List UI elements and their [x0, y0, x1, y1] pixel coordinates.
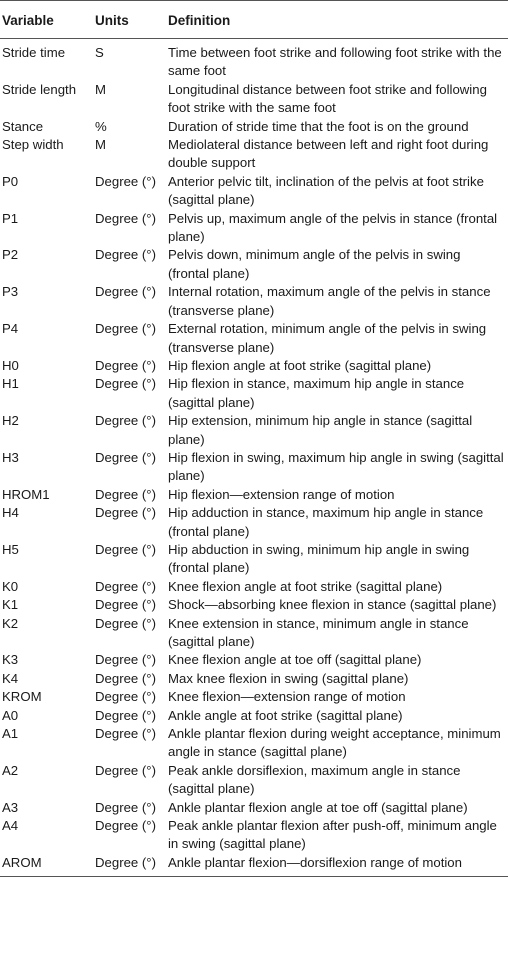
cell-variable: A3 — [2, 799, 19, 815]
cell-definition: Anterior pelvic tilt, inclination of the pelvis at foot strike (sagittal plane) — [168, 173, 484, 208]
cell-definition: Hip flexion in stance, maximum hip angle in stance (sagittal plane) — [168, 376, 465, 410]
cell-variable: K4 — [2, 670, 19, 686]
table-header — [0, 1, 508, 39]
table-row — [0, 651, 508, 669]
cell-definition: Internal rotation, maximum angle of the pelvis in stance (transverse plane) — [168, 284, 491, 318]
cell-definition: Peak ankle plantar flexion after push-off, minimum angle in swing (sagittal plane) — [168, 818, 497, 852]
cell-variable: A0 — [2, 707, 19, 723]
table-row — [0, 486, 508, 504]
cell-variable: K3 — [2, 652, 19, 668]
header-definition: Definition — [166, 1, 508, 39]
table-row — [0, 246, 508, 283]
cell-variable: HROM1 — [2, 486, 50, 502]
table-row — [0, 320, 508, 357]
cell-variable: H4 — [2, 505, 19, 521]
cell-variable: A4 — [2, 818, 19, 834]
cell-definition: Shock—absorbing knee flexion in stance (sagittal plane) — [168, 597, 497, 613]
table-row — [0, 670, 508, 688]
table-row — [0, 799, 508, 817]
cell-variable: H2 — [2, 413, 19, 429]
cell-definition: Ankle angle at foot strike (sagittal plane) — [168, 707, 403, 723]
cell-units: S — [95, 45, 104, 60]
cell-definition: Longitudinal distance between foot strike and following foot strike with the same foot — [168, 81, 487, 116]
cell-definition: Knee flexion—extension range of motion — [168, 689, 406, 705]
cell-units: Degree (°) — [95, 210, 156, 226]
cell-units: Degree (°) — [95, 762, 156, 778]
cell-variable: H3 — [2, 449, 19, 465]
cell-units: Degree (°) — [95, 247, 156, 263]
table-row — [0, 81, 508, 118]
cell-definition: Knee flexion angle at toe off (sagittal plane) — [168, 652, 422, 668]
cell-definition: Ankle plantar flexion—dorsiflexion range of motion — [166, 854, 508, 877]
table-row — [0, 357, 508, 375]
cell-units: Degree (°) — [95, 615, 156, 631]
cell-definition: Hip adduction in stance, maximum hip angle in stance (frontal plane) — [168, 505, 484, 539]
cell-units: Degree (°) — [95, 799, 156, 815]
table-row — [0, 412, 508, 449]
cell-variable: K0 — [2, 578, 19, 594]
cell-variable: Step width — [2, 137, 64, 153]
cell-variable: H5 — [2, 541, 19, 557]
cell-variable: K2 — [2, 615, 19, 631]
table-row — [0, 283, 508, 320]
cell-units: Degree (°) — [95, 707, 156, 723]
cell-variable: A2 — [2, 762, 19, 778]
cell-variable: P0 — [2, 173, 19, 189]
cell-definition: Mediolateral distance between left and right foot during double support — [168, 137, 489, 171]
table-row — [0, 817, 508, 854]
cell-definition: Pelvis down, minimum angle of the pelvis in swing (frontal plane) — [168, 247, 461, 281]
cell-units: % — [95, 118, 107, 134]
cell-definition: Knee flexion angle at foot strike (sagittal plane) — [168, 578, 443, 594]
cell-definition: External rotation, minimum angle of the pelvis in swing (transverse plane) — [168, 321, 487, 355]
table-row — [0, 762, 508, 799]
cell-units: M — [95, 81, 106, 97]
cell-definition: Time between foot strike and following foot strike with the same foot — [168, 45, 502, 79]
cell-definition: Hip abduction in swing, minimum hip angle in swing (frontal plane) — [168, 541, 470, 576]
header-units: Units — [93, 1, 166, 39]
table-row — [0, 596, 508, 614]
cell-variable: Stride time — [2, 45, 66, 60]
cell-variable: A1 — [2, 726, 19, 742]
cell-variable: P2 — [2, 247, 19, 263]
cell-definition: Max knee flexion in swing (sagittal plane) — [168, 670, 409, 686]
cell-definition: Ankle plantar flexion during weight acceptance, minimum angle in stance (sagittal plane) — [168, 726, 501, 760]
cell-units: Degree (°) — [95, 578, 156, 594]
cell-units: Degree (°) — [95, 670, 156, 686]
cell-variable: P4 — [2, 321, 19, 337]
cell-variable: H0 — [2, 357, 19, 373]
header-variable: Variable — [0, 1, 93, 39]
cell-variable: KROM — [2, 689, 42, 705]
cell-units: Degree (°) — [95, 376, 156, 392]
table-row — [0, 707, 508, 725]
cell-units: Degree (°) — [95, 321, 156, 337]
cell-units: Degree (°) — [95, 486, 156, 502]
cell-units: Degree (°) — [95, 689, 156, 705]
cell-definition: Hip flexion in swing, maximum hip angle in swing (sagittal plane) — [168, 449, 504, 484]
cell-definition: Duration of stride time that the foot is on the ground — [168, 118, 469, 134]
cell-units: Degree (°) — [95, 726, 156, 742]
cell-units: Degree (°) — [95, 818, 156, 834]
cell-units: Degree (°) — [95, 173, 156, 189]
cell-variable: H1 — [2, 376, 19, 392]
cell-variable: K1 — [2, 597, 19, 613]
table-row — [0, 615, 508, 652]
cell-units: Degree (°) — [95, 505, 156, 521]
cell-definition: Ankle plantar flexion angle at toe off (sagittal plane) — [168, 799, 468, 815]
header-row — [0, 1, 508, 39]
cell-units: Degree (°) — [93, 854, 166, 877]
table-row — [0, 210, 508, 247]
table-row — [0, 136, 508, 173]
table-row — [0, 854, 508, 877]
cell-units: Degree (°) — [95, 541, 156, 557]
cell-units: Degree (°) — [95, 284, 156, 300]
cell-units: M — [95, 137, 106, 153]
cell-units: Degree (°) — [95, 449, 156, 465]
table-row — [0, 173, 508, 210]
cell-variable: Stance — [2, 118, 44, 134]
table-row — [0, 688, 508, 706]
table-row — [0, 725, 508, 762]
table-row — [0, 504, 508, 541]
cell-variable: AROM — [0, 854, 93, 877]
table-row — [0, 449, 508, 486]
table-row — [0, 541, 508, 578]
cell-definition: Hip flexion—extension range of motion — [168, 486, 395, 502]
cell-variable: Stride length — [2, 81, 77, 97]
cell-definition: Pelvis up, maximum angle of the pelvis in stance (frontal plane) — [168, 210, 498, 245]
cell-definition: Hip flexion angle at foot strike (sagittal plane) — [168, 357, 432, 373]
cell-definition: Hip extension, minimum hip angle in stance (sagittal plane) — [168, 413, 473, 447]
cell-definition: Knee extension in stance, minimum angle in stance (sagittal plane) — [168, 615, 469, 649]
table-row — [0, 578, 508, 596]
cell-units: Degree (°) — [95, 413, 156, 429]
table-row — [0, 118, 508, 136]
table-row — [0, 39, 508, 81]
cell-units: Degree (°) — [95, 357, 156, 373]
table-body — [0, 39, 508, 877]
cell-units: Degree (°) — [95, 652, 156, 668]
cell-variable: P3 — [2, 284, 19, 300]
table-row — [0, 375, 508, 412]
cell-definition: Peak ankle dorsiflexion, maximum angle in stance (sagittal plane) — [168, 762, 461, 797]
cell-variable: P1 — [2, 210, 19, 226]
cell-units: Degree (°) — [95, 597, 156, 613]
